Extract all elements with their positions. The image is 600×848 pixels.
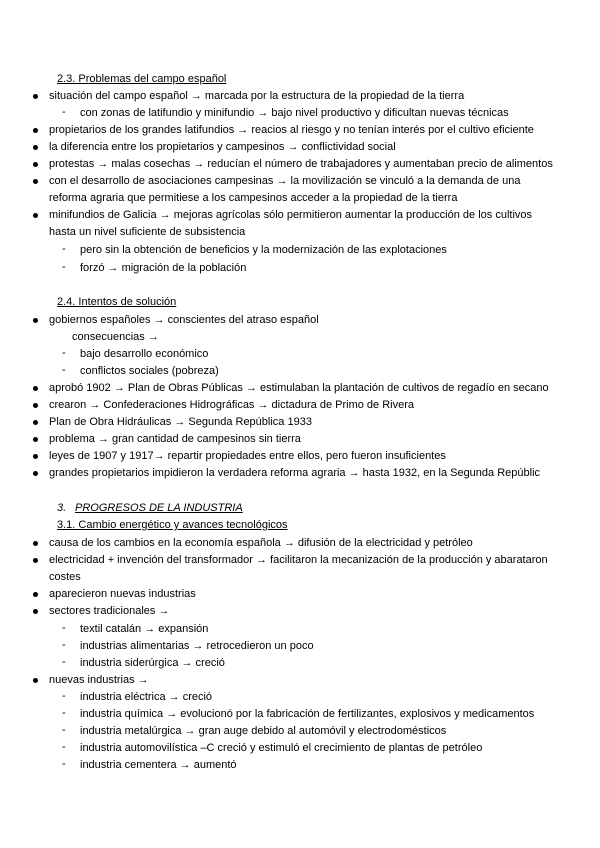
- section-heading-3-1: 3.1. Cambio energético y avances tecnológicos: [57, 519, 288, 531]
- list-item: Plan de Obra Hidráulicas → Segunda República 1933: [49, 416, 312, 428]
- bullet-icon: [33, 162, 38, 167]
- dash-icon: -: [62, 347, 66, 359]
- dash-icon: -: [62, 690, 66, 702]
- list-item: textil catalán → expansión: [80, 623, 209, 635]
- section-number-3: 3.: [57, 502, 67, 514]
- list-item: aparecieron nuevas industrias: [49, 588, 196, 600]
- list-item: bajo desarrollo económico: [80, 348, 209, 360]
- dash-icon: -: [62, 758, 66, 770]
- dash-icon: -: [62, 724, 66, 736]
- list-item: gobiernos españoles → conscientes del atraso español: [49, 314, 319, 326]
- dash-icon: -: [62, 106, 66, 118]
- list-item: con el desarrollo de asociaciones campesinas → la movilización se vinculó a la demanda de una: [49, 175, 521, 187]
- bullet-icon: [33, 471, 38, 476]
- list-item-continuation: hasta un nivel suficiente de subsistencia: [49, 226, 246, 238]
- bullet-icon: [33, 179, 38, 184]
- list-item: la diferencia entre los propietarios y campesinos → conflictividad social: [49, 141, 396, 153]
- bullet-icon: [33, 213, 38, 218]
- list-item: industria química → evolucionó por la fabricación de fertilizantes, explosivos y medicamentos: [80, 708, 535, 720]
- list-item: industria siderúrgica → creció: [80, 657, 225, 669]
- list-item: nuevas industrias →: [49, 674, 149, 686]
- list-item-continuation: consecuencias →: [72, 331, 159, 343]
- section-heading-2-4: 2.4. Intentos de solución: [57, 296, 177, 308]
- list-item: problema → gran cantidad de campesinos sin tierra: [49, 433, 301, 445]
- list-item: situación del campo español → marcada por la estructura de la propiedad de la tierra: [49, 90, 465, 102]
- list-item: forzó → migración de la población: [80, 262, 247, 274]
- bullet-icon: [33, 420, 38, 425]
- bullet-icon: [33, 609, 38, 614]
- list-item: minifundios de Galicia → mejoras agrícolas sólo permitieron aumentar la producción de los cultivos: [49, 209, 533, 221]
- list-item: industria cementera → aumentó: [80, 759, 237, 771]
- list-item-continuation: costes: [49, 571, 81, 583]
- list-item: leyes de 1907 y 1917→ repartir propiedades entre ellos, pero fueron insuficientes: [49, 450, 446, 462]
- list-item: industria metalúrgica → gran auge debido al automóvil y electrodomésticos: [80, 725, 447, 737]
- list-item: industria eléctrica → creció: [80, 691, 213, 703]
- list-item: conflictos sociales (pobreza): [80, 365, 219, 377]
- list-item: industria automovilística –C creció y estimuló el crecimiento de plantas de petróleo: [80, 742, 483, 754]
- dash-icon: -: [62, 639, 66, 651]
- bullet-icon: [33, 94, 38, 99]
- bullet-icon: [33, 403, 38, 408]
- bullet-icon: [33, 145, 38, 150]
- list-item: industrias alimentarias → retrocedieron un poco: [80, 640, 314, 652]
- list-item: pero sin la obtención de beneficios y la modernización de las explotaciones: [80, 244, 447, 256]
- dash-icon: -: [62, 364, 66, 376]
- dash-icon: -: [62, 261, 66, 273]
- bullet-icon: [33, 454, 38, 459]
- bullet-icon: [33, 678, 38, 683]
- list-item: propietarios de los grandes latifundios → reacios al riesgo y no tenían interés por el cultivo eficiente: [49, 124, 534, 136]
- list-item: causa de los cambios en la economía española → difusión de la electricidad y petróleo: [49, 537, 473, 549]
- bullet-icon: [33, 558, 38, 563]
- dash-icon: -: [62, 741, 66, 753]
- bullet-icon: [33, 437, 38, 442]
- list-item: aprobó 1902 → Plan de Obras Públicas → estimulaban la plantación de cultivos de regadío en secano: [49, 382, 549, 394]
- dash-icon: -: [62, 656, 66, 668]
- bullet-icon: [33, 592, 38, 597]
- section-heading-3: PROGRESOS DE LA INDUSTRIA: [75, 502, 243, 514]
- bullet-icon: [33, 128, 38, 133]
- bullet-icon: [33, 541, 38, 546]
- list-item: con zonas de latifundio y minifundio → bajo nivel productivo y dificultan nuevas técnicas: [80, 107, 509, 119]
- list-item: crearon → Confederaciones Hidrográficas → dictadura de Primo de Rivera: [49, 399, 415, 411]
- dash-icon: -: [62, 707, 66, 719]
- section-heading-2-3: 2.3. Problemas del campo español: [57, 73, 227, 85]
- bullet-icon: [33, 386, 38, 391]
- list-item: electricidad + invención del transformador → facilitaron la mecanización de la producción y abarataron: [49, 554, 548, 566]
- dash-icon: -: [62, 622, 66, 634]
- bullet-icon: [33, 318, 38, 323]
- dash-icon: -: [62, 243, 66, 255]
- list-item: grandes propietarios impidieron la verdadera reforma agraria → hasta 1932, en la Segunda Repúblic: [49, 467, 541, 479]
- list-item: protestas → malas cosechas → reducían el número de trabajadores y aumentaban precio de alimentos: [49, 158, 553, 170]
- list-item: sectores tradicionales →: [49, 605, 170, 617]
- list-item-continuation: reforma agraria que permitiese a los campesinos acceder a la propiedad de la tierra: [49, 192, 458, 204]
